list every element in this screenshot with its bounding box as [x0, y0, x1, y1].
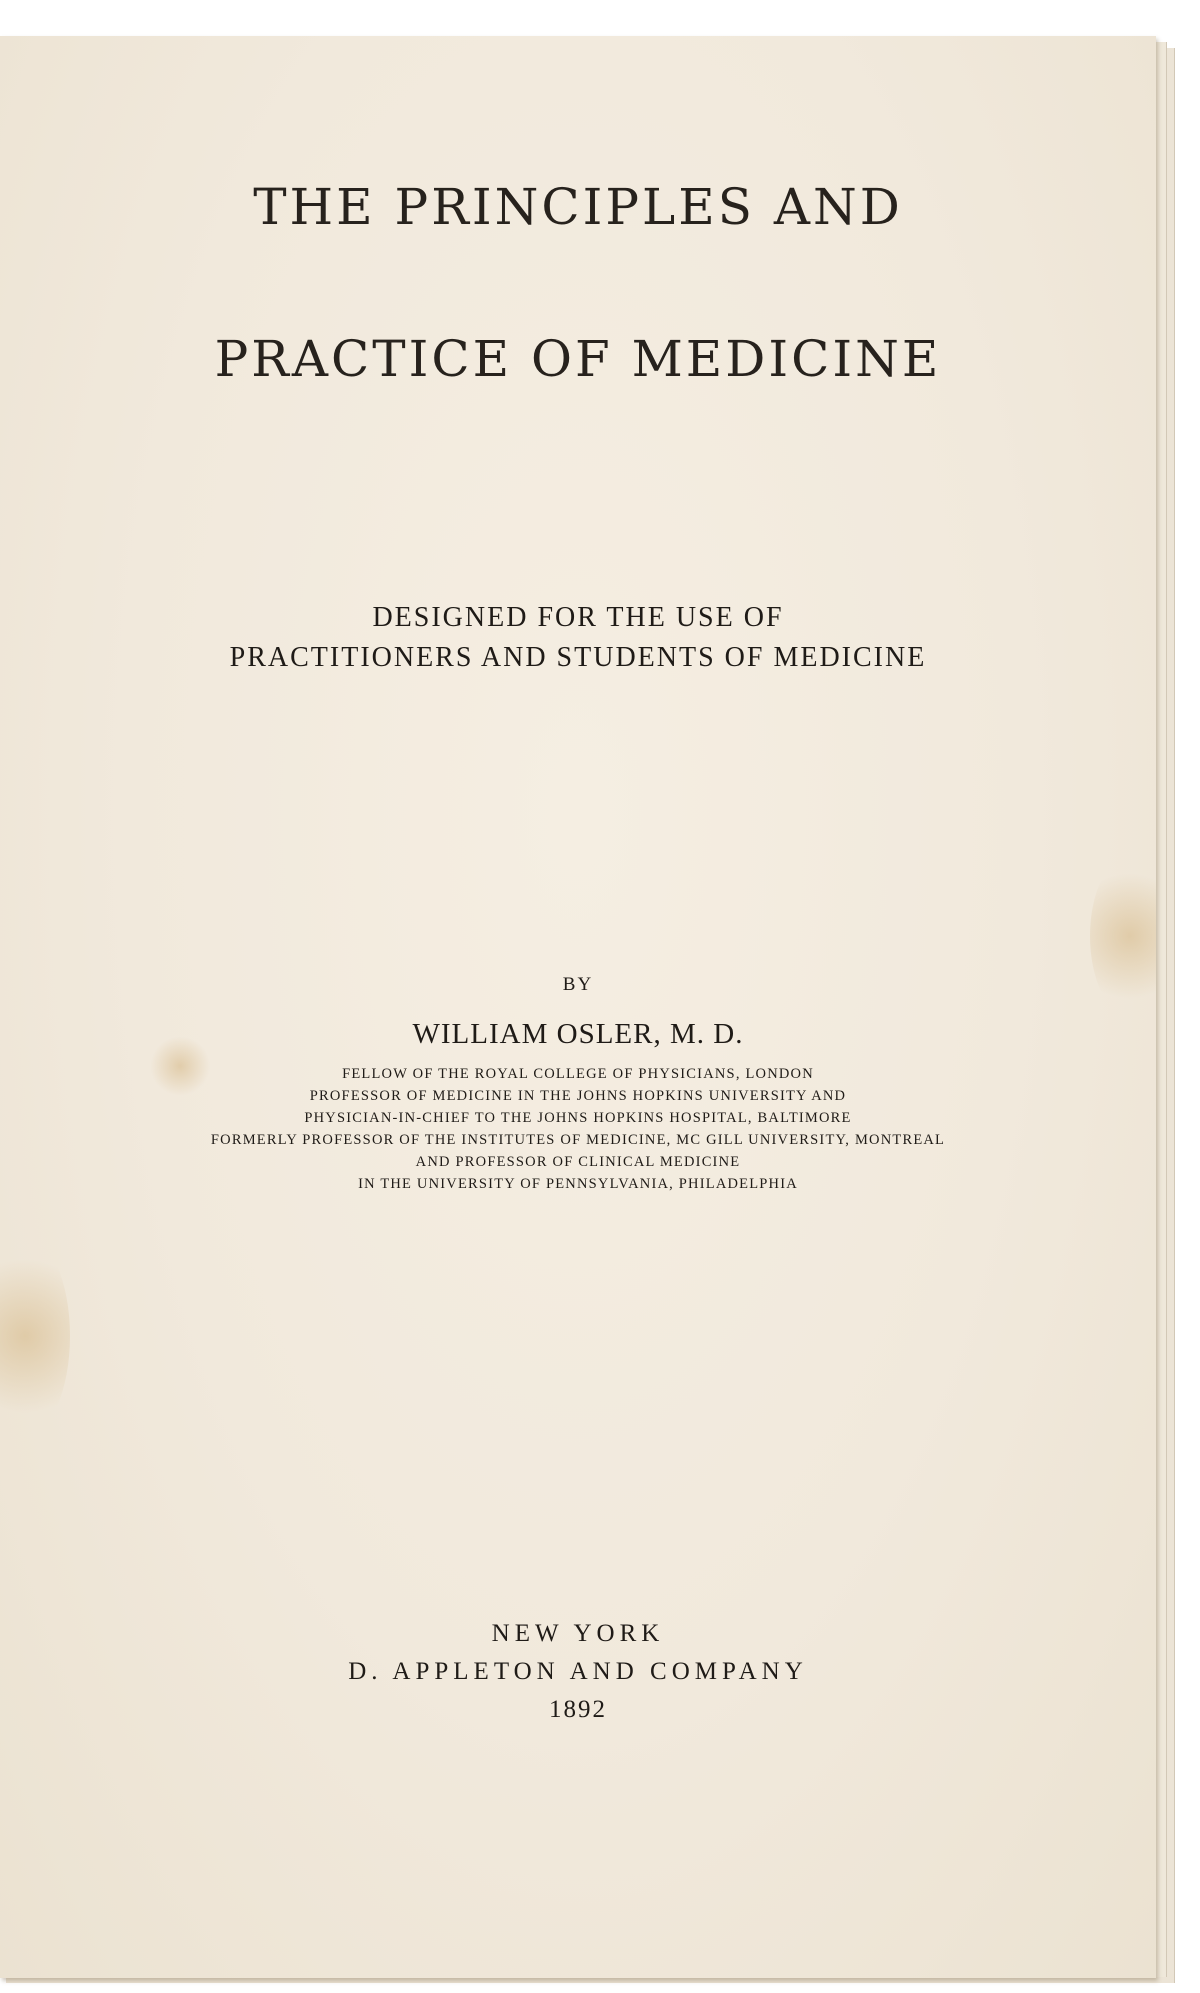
credential-line: PROFESSOR OF MEDICINE IN THE JOHNS HOPKINS UNIVERSITY AND — [309, 1088, 847, 1104]
foxing-spot — [0, 1236, 70, 1436]
author-name: WILLIAM OSLER, M. D. — [412, 1018, 744, 1050]
credential-line: PHYSICIAN-IN-CHIEF TO THE JOHNS HOPKINS HOSPITAL, BALTIMORE — [304, 1110, 852, 1126]
book-title-line-2: PRACTICE OF MEDICINE — [214, 330, 942, 388]
publication-place: NEW YORK — [491, 1620, 665, 1647]
credential-line: AND PROFESSOR OF CLINICAL MEDICINE — [415, 1154, 741, 1170]
subtitle-line-1: DESIGNED FOR THE USE OF — [372, 602, 784, 633]
book-title-line-1: THE PRINCIPLES AND — [253, 178, 903, 236]
publisher-name: D. APPLETON AND COMPANY — [348, 1658, 808, 1685]
by-line: BY — [562, 974, 594, 995]
credential-line: FORMERLY PROFESSOR OF THE INSTITUTES OF MEDICINE, MC GILL UNIVERSITY, MONTREAL — [210, 1132, 946, 1148]
credential-line: FELLOW OF THE ROYAL COLLEGE OF PHYSICIANS, LONDON — [342, 1066, 814, 1082]
publication-year: 1892 — [549, 1696, 607, 1723]
credential-line: IN THE UNIVERSITY OF PENNSYLVANIA, PHILADELPHIA — [358, 1176, 798, 1192]
subtitle-line-2: PRACTITIONERS AND STUDENTS OF MEDICINE — [229, 642, 927, 673]
title-page — [0, 36, 1156, 1978]
